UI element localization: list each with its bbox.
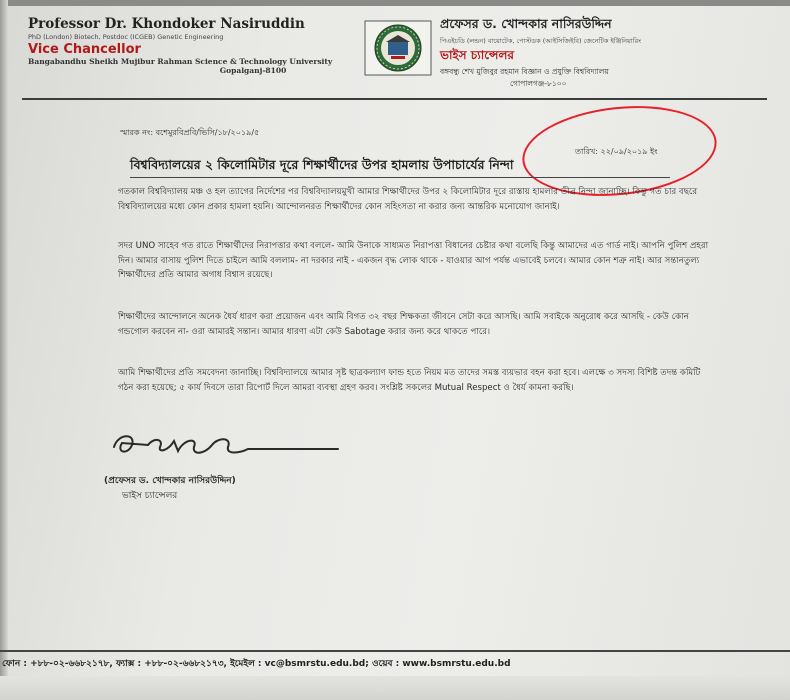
handwritten-signature	[108, 425, 348, 465]
letter-date: তারিখ: ২২/০৯/২০১৯ ইং	[575, 147, 658, 156]
page-bottom-margin	[0, 676, 790, 700]
university-seal-icon	[364, 20, 432, 76]
body-paragraph: শিক্ষার্থীদের আন্দোলনে অনেক ধৈর্য ধারণ করা প্রয়োজন এবং আমি বিগত ৩২ বছর শিক্ষকতা জীবনে সেটা করে আসছি। আমি সবাইকে অনুরোধ করে আসছি - কেউ কোন গন্ডগোল করবেন না- ওরা আমারই সন্তান। আমার ধারণা এটা কেউ Sabotage করার জন্য করে থাকতে পারে।	[118, 312, 689, 337]
memo-number: স্মারক নং: বশেমুরবিপ্রবি/ভিসি/১৮/২০১৯/৫	[120, 128, 260, 137]
letterhead-english	[28, 16, 368, 75]
photo-left-edge	[0, 0, 8, 700]
photo-top-edge	[0, 0, 790, 6]
footer-divider	[0, 650, 790, 652]
sender-role-bn: ভাইস চ্যান্সেলর	[440, 48, 515, 62]
letterhead-bangla	[440, 16, 770, 91]
title-underline	[130, 177, 670, 178]
header-divider	[22, 98, 767, 100]
university-name-bn: বঙ্গবন্ধু শেখ মুজিবুর রহমান বিজ্ঞান ও প্রযুক্তি বিশ্ববিদ্যালয়	[440, 67, 609, 76]
university-address-en: Gopalganj-8100	[219, 66, 287, 75]
body-paragraph: আমি শিক্ষার্থীদের প্রতি সমবেদনা জানাচ্ছি। বিশ্ববিদ্যালয়ে আমার সৃষ্ট ছাত্রকল্যাণ ফান্ড হতে নিয়ম মত তাদের সমস্ত ব্যয়ভার বহন করা হবে। এলক্ষে ৩ সদস্য বিশিষ্ট তদন্ত কমিটি গঠন করা হয়েছে; ৫ কার্য দিবসে তারা রিপোর্ট দিলে আমরা ব্যবস্থা গ্রহণ করব। সংশ্লিষ্ট সকলের Mutual Respect ও ধৈর্য কামনা করছি।	[118, 368, 701, 393]
letter-title: বিশ্ববিদ্যালয়ের ২ কিলোমিটার দূরে শিক্ষার্থীদের উপর হামলায় উপাচার্যের নিন্দা	[130, 157, 514, 172]
university-name-en: Bangabandhu Sheikh Mujibur Rahman Science & Technology University	[28, 57, 333, 66]
signatory-name: (প্রফেসর ড. খোন্দকার নাসিরউদ্দিন)	[104, 476, 236, 486]
sender-role-en: Vice Chancellor	[28, 42, 141, 57]
sender-degrees-bn: পিএইচডি (লন্ডন) বায়োটেক, পোস্টডক (আইসিজিইবি) জেনেটিক ইঞ্জিনিয়ারিং	[440, 37, 641, 45]
body-paragraph: সদর UNO সাহেব গত রাতে শিক্ষার্থীদের নিরাপত্তার কথা বললে- আমি উনাকে সাধ্যমত নিরাপত্তা বিধানের চেষ্টার কথা বলেছি কিন্তু আমাদের এত গার্ড নাই। আপনি পুলিশ প্রহরা দিন। আমার বাসায় পুলিশ দিতে চাইলে আমি বললাম- না দরকার নাই - একজন বৃদ্ধ লোক থাকে - যাওয়ার আগ পর্যন্ত এভাবেই চলবে। আমার কোন শত্রু নাই। আর সন্তানতুল্য শিক্ষার্থীদের প্রতি আমার অগাধ বিশ্বাস রয়েছে।	[118, 241, 709, 281]
body-paragraph: গতকাল বিশ্ববিদ্যালয় মঞ্চ ও হল ত্যাগের নির্দেশের পর বিশ্ববিদ্যালয়মুখী আমার শিক্ষার্থীদের উপর ২ কিলোমিটার দূরে রাস্তায় হামলার তীব্র নিন্দা জানাচ্ছি। কিন্তু গত চার বছরে বিশ্ববিদ্যালয়ের মধ্যে কোন প্রকার হামলা হয়নি। আন্দোলনরত শিক্ষার্থীদের কোন সহিংসতা না করার জন্য আন্তরিক মনোযোগ জানাই।	[118, 187, 698, 212]
university-address-bn: গোপালগঞ্জ-৮১০০	[510, 79, 567, 88]
sender-degrees-en: PhD (London) Biotech, Postdoc (ICGEB) Genetic Engineering	[28, 33, 224, 41]
sender-name-en: Professor Dr. Khondoker Nasiruddin	[28, 16, 305, 32]
signatory-title: ভাইস চ্যান্সেলর	[122, 491, 178, 501]
sender-name-bn: প্রফেসর ড. খোন্দকার নাসিরউদ্দিন	[440, 16, 612, 31]
footer-contact: ফোন : +৮৮-০২-৬৬৮২১৭৮, ফ্যাক্স : +৮৮-০২-৬৬৮২১৭৩, ইমেইল : vc@bsmrstu.edu.bd; ওয়েব : www.bsmrstu.edu.bd	[2, 659, 511, 669]
